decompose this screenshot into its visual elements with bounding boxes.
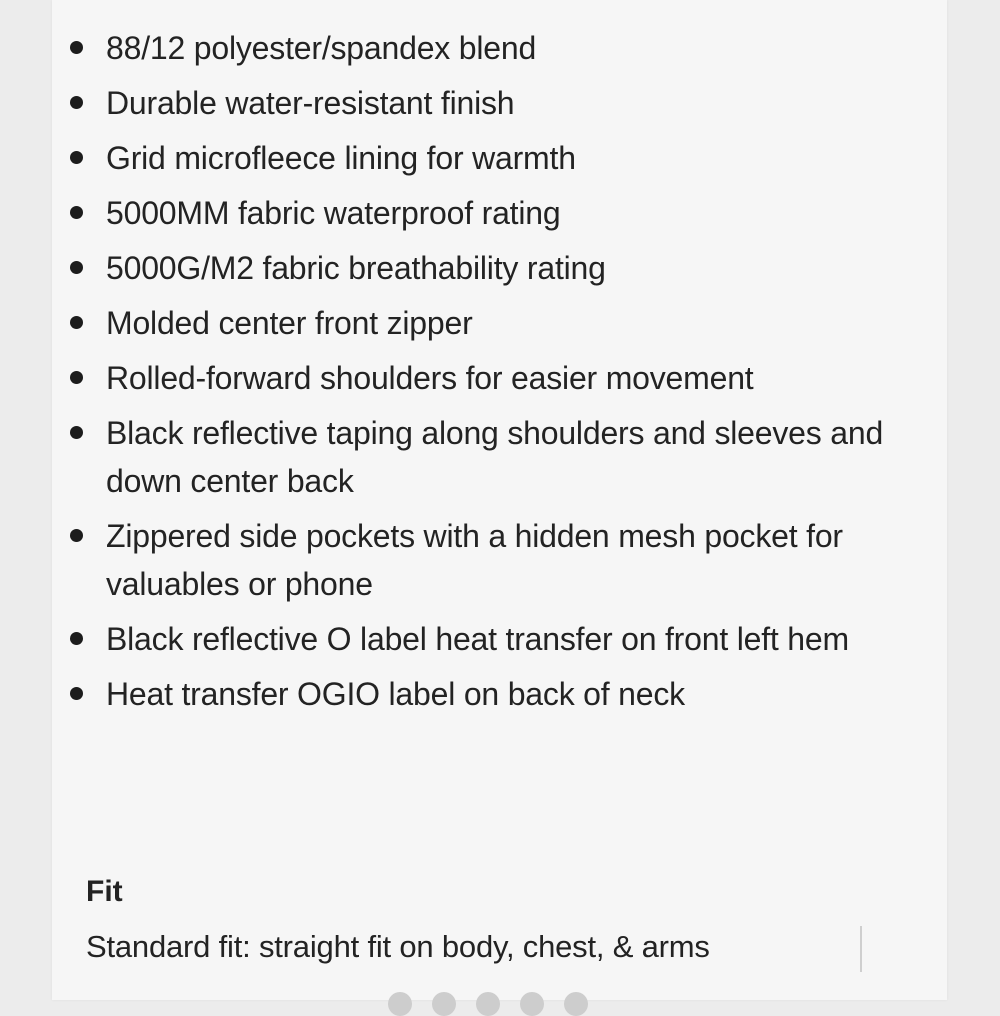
feature-item — [106, 512, 896, 608]
feature-text: 5000MM fabric waterproof rating — [106, 195, 561, 231]
feature-item — [106, 244, 896, 292]
feature-text: Molded center front zipper — [106, 305, 473, 341]
feature-item — [106, 354, 896, 402]
bullet-icon — [70, 632, 83, 645]
fit-description: Standard fit: straight fit on body, chest, & arms — [86, 929, 710, 964]
pagination-dots — [388, 992, 588, 1016]
feature-text: Heat transfer OGIO label on back of neck — [106, 676, 685, 712]
bullet-icon — [70, 687, 83, 700]
bullet-icon — [70, 316, 83, 329]
feature-text: Zippered side pockets with a hidden mesh pocket for valuables or phone — [106, 518, 843, 602]
bullet-icon — [70, 96, 83, 109]
feature-text: Black reflective O label heat transfer on front left hem — [106, 621, 849, 657]
page-dot[interactable] — [520, 992, 544, 1016]
feature-item — [106, 615, 896, 663]
feature-text: Rolled-forward shoulders for easier movement — [106, 360, 754, 396]
page-dot[interactable] — [432, 992, 456, 1016]
page-dot[interactable] — [476, 992, 500, 1016]
feature-item — [106, 24, 896, 72]
page-dot[interactable] — [564, 992, 588, 1016]
page-dot[interactable] — [388, 992, 412, 1016]
bullet-icon — [70, 151, 83, 164]
bullet-icon — [70, 206, 83, 219]
feature-text: Durable water-resistant finish — [106, 85, 515, 121]
feature-text: Grid microfleece lining for warmth — [106, 140, 576, 176]
text-cursor — [860, 926, 862, 972]
feature-item — [106, 670, 896, 718]
feature-item — [106, 409, 896, 505]
feature-text: 5000G/M2 fabric breathability rating — [106, 250, 606, 286]
fit-heading: Fit — [86, 875, 123, 908]
feature-text: 88/12 polyester/spandex blend — [106, 30, 537, 66]
bullet-icon — [70, 41, 83, 54]
feature-item — [106, 134, 896, 182]
feature-item — [106, 189, 896, 237]
bullet-icon — [70, 371, 83, 384]
bullet-icon — [70, 426, 83, 439]
feature-text: Black reflective taping along shoulders and sleeves and down center back — [106, 415, 884, 499]
feature-list — [106, 24, 896, 725]
bullet-icon — [70, 261, 83, 274]
feature-item — [106, 79, 896, 127]
feature-item — [106, 299, 896, 347]
bullet-icon — [70, 529, 83, 542]
